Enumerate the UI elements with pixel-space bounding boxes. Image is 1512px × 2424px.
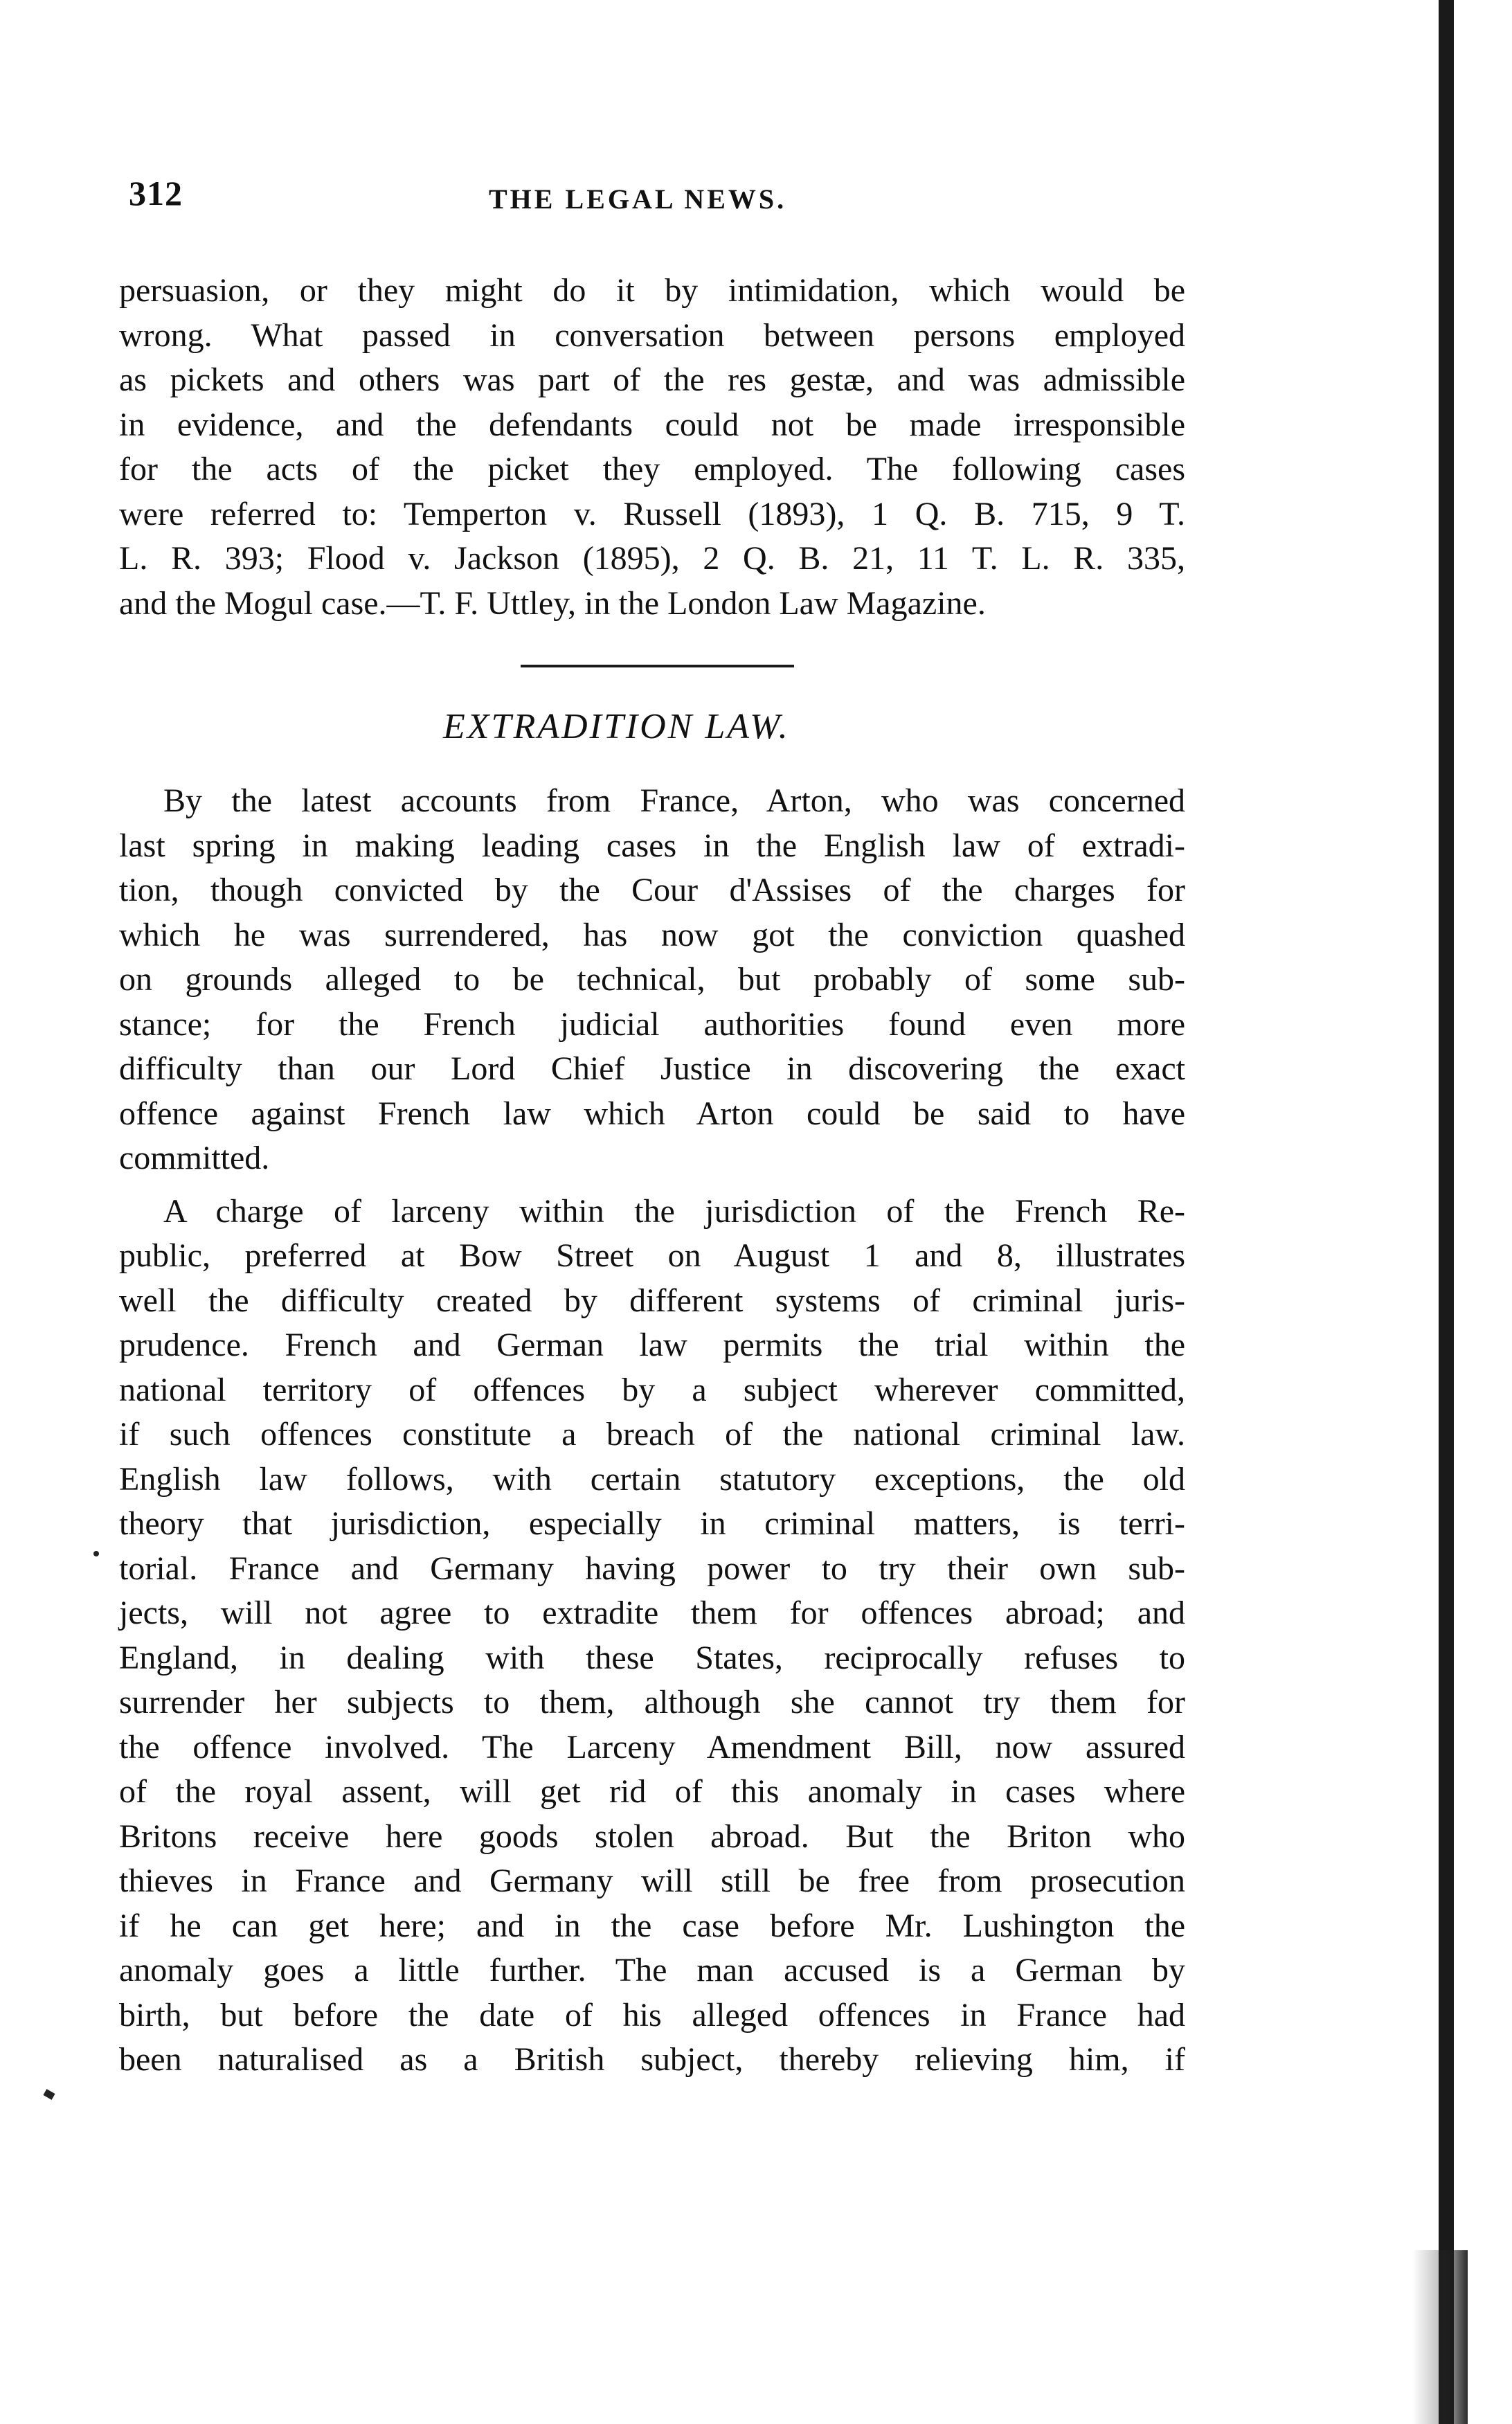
text-line: By the latest accounts from France, Arton, who was concerned [163,782,1185,819]
text-line: Britons receive here goods stolen abroad. But the Briton who [119,1817,1185,1855]
page-edge-border [1439,0,1454,2424]
text-line: L. R. 393; Flood v. Jackson (1895), 2 Q. B. 21, 11 T. L. R. 335, [119,540,1185,577]
text-line: national territory of offences by a subject wherever committed, [119,1371,1185,1408]
text-line: committed. [119,1140,270,1176]
running-head: THE LEGAL NEWS. [489,183,787,215]
paragraph [119,779,1185,1181]
text-line: if such offences constitute a breach of the national criminal law. [119,1416,1185,1453]
text-line: England, in dealing with these States, reciprocally refuses to [119,1639,1185,1676]
margin-dot [93,1551,99,1556]
text-line: the offence involved. The Larceny Amendment Bill, now assured [119,1728,1185,1766]
text-line: prudence. French and German law permits the trial within the [119,1327,1185,1363]
text-line: wrong. What passed in conversation between persons employed [119,316,1185,354]
section-title: EXTRADITION LAW. [443,707,790,746]
text-line: birth, but before the date of his alleged offences in France had [119,1996,1185,2034]
margin-mark [43,2089,55,2100]
text-line: public, preferred at Bow Street on August 1 and 8, illustrates [119,1237,1185,1274]
section-divider [521,665,794,667]
text-line: as pickets and others was part of the res gestæ, and was admissible [119,361,1185,398]
text-line: tion, though convicted by the Cour d'Assises of the charges for [119,872,1185,908]
text-line: English law follows, with certain statutory exceptions, the old [119,1460,1185,1498]
text-line: anomaly goes a little further. The man accused is a German by [119,1952,1185,1988]
text-line: theory that jurisdiction, especially in criminal matters, is terri- [119,1505,1185,1542]
text-line: persuasion, or they might do it by intimidation, which would be [119,272,1185,309]
page-edge-shadow [1412,2250,1468,2424]
text-line: stance; for the French judicial authorities found even more [119,1005,1185,1043]
text-line: been naturalised as a British subject, thereby relieving him, if [119,2041,1185,2078]
text-line: in evidence, and the defendants could not be made irresponsible [119,406,1185,443]
text-line: well the difficulty created by different systems of criminal juris- [119,1282,1185,1319]
paragraph [119,1189,1185,2083]
page-number: 312 [129,174,183,213]
text-line: jects, will not agree to extradite them for offences abroad; and [119,1595,1185,1631]
text-line: A charge of larceny within the jurisdiction of the French Re- [163,1192,1185,1230]
text-line: were referred to: Temperton v. Russell (1893), 1 Q. B. 715, 9 T. [119,495,1185,532]
continuation-paragraph [119,269,1185,626]
text-line: surrender her subjects to them, although she cannot try them for [119,1684,1185,1721]
text-line: for the acts of the picket they employed. The following cases [119,451,1185,487]
text-line: torial. France and Germany having power to try their own sub- [119,1550,1185,1587]
text-line: and the Mogul case.—T. F. Uttley, in the London Law Magazine. [119,584,986,622]
text-line: last spring in making leading cases in the English law of extradi- [119,827,1185,864]
text-line: offence against French law which Arton could be said to have [119,1095,1185,1132]
text-line: difficulty than our Lord Chief Justice in discovering the exact [119,1050,1185,1087]
text-line: of the royal assent, will get rid of this anomaly in cases where [119,1773,1185,1810]
page-header [129,173,1195,228]
text-line: which he was surrendered, has now got the conviction quashed [119,916,1185,953]
text-line: thieves in France and Germany will still be free from prosecution [119,1862,1185,1899]
text-line: on grounds alleged to be technical, but probably of some sub- [119,961,1185,998]
section-body [119,779,1185,2083]
text-line: if he can get here; and in the case before Mr. Lushington the [119,1907,1185,1944]
